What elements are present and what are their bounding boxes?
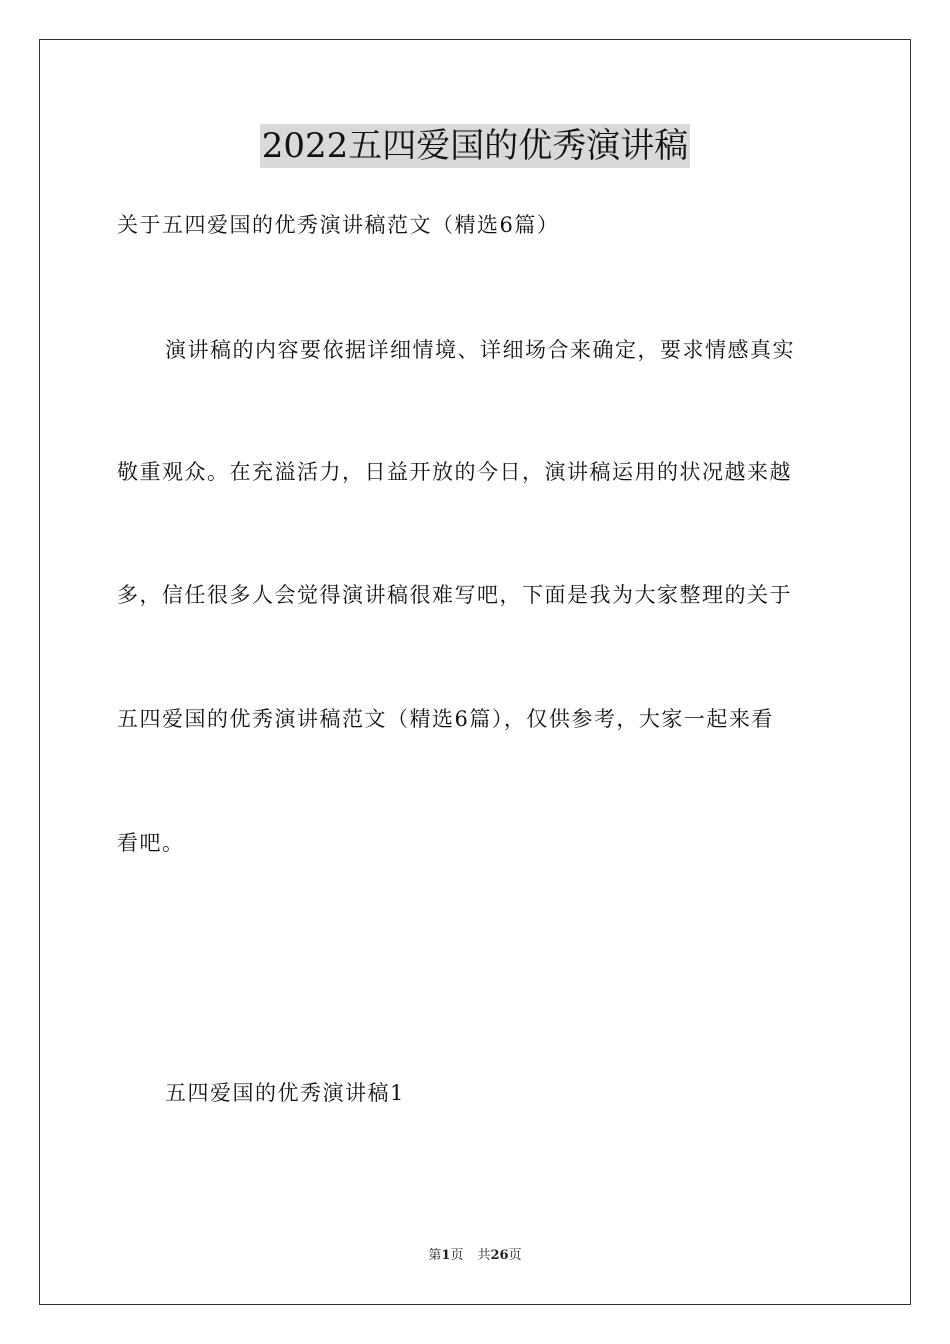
page-prefix: 第 [428, 1248, 442, 1263]
total-pages: 26 [490, 1248, 509, 1263]
total-suffix: 页 [508, 1248, 522, 1263]
page-footer [0, 1247, 950, 1265]
title-container [0, 124, 950, 168]
body-line-5: 看吧。 [117, 831, 185, 855]
page-number: 1 [441, 1248, 451, 1263]
document-title: 2022五四爱国的优秀演讲稿 [261, 126, 689, 166]
body-line-1: 演讲稿的内容要依据详细情境、详细场合来确定，要求情感真实 [165, 338, 795, 362]
body-line-2: 敬重观众。在充溢活力，日益开放的今日，演讲稿运用的状况越来越 [117, 460, 792, 484]
body-line-4: 五四爱国的优秀演讲稿范文（精选6篇），仅供参考，大家一起来看 [117, 707, 774, 731]
page-suffix: 页 [450, 1248, 464, 1263]
total-prefix: 共 [477, 1248, 491, 1263]
section-heading: 五四爱国的优秀演讲稿1 [165, 1081, 405, 1105]
body-line-3: 多，信任很多人会觉得演讲稿很难写吧，下面是我为大家整理的关于 [117, 583, 792, 607]
document-subtitle: 关于五四爱国的优秀演讲稿范文（精选6篇） [117, 213, 560, 237]
